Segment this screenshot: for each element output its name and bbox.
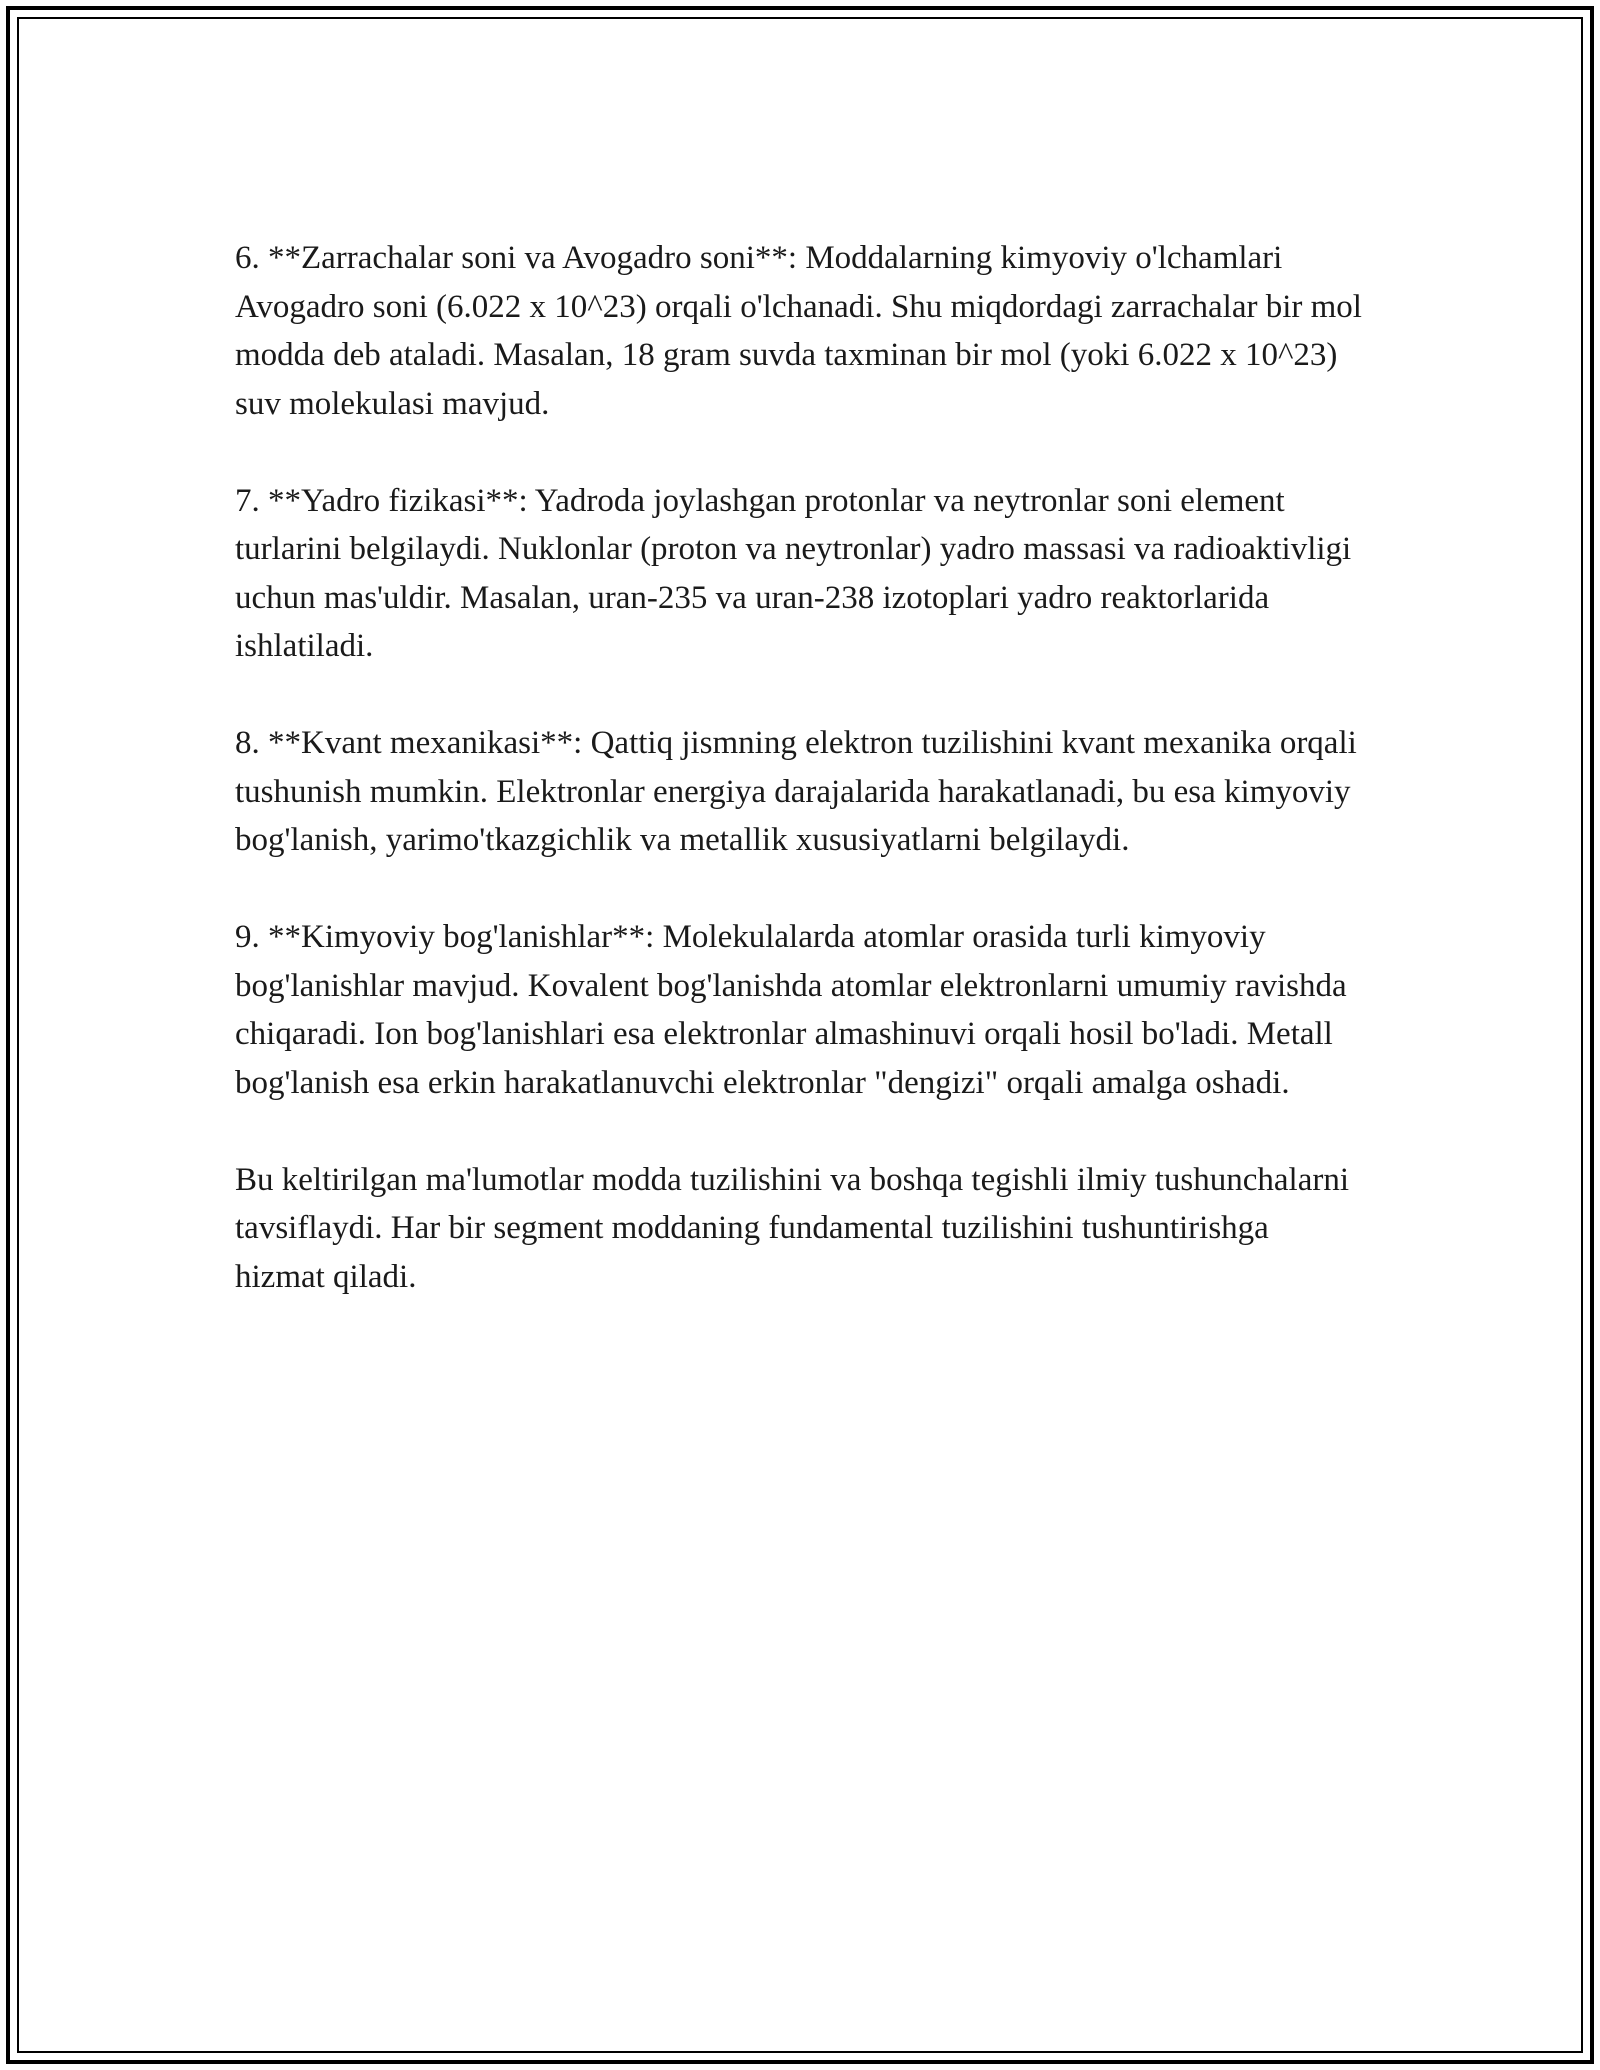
paragraph-conclusion: Bu keltirilgan ma'lumotlar modda tuzilishini va boshqa tegishli ilmiy tushunchalarni tavsiflaydi. Har bir segment moddaning fundamental tuzilishini tushuntirishga hizmat qiladi. (235, 1161, 1350, 1295)
paragraph-kimyoviy-boglanishlar: 9. **Kimyoviy bog'lanishlar**: Molekulalarda atomlar orasida turli kimyoviy bog'lanishlar mavjud. Kovalent bog'lanishda atomlar elektronlarni umumiy ravishda chiqaradi. Ion bog'lanishlari esa elektronlar almashinuvi orqali hosil bo'ladi. Metall bog'lanish esa erkin harakatlanuvchi elektronlar "dengizi" orqali amalga oshadi. (235, 919, 1347, 1101)
paragraph-zarrachalar-soni: 6. **Zarrachalar soni va Avogadro soni**: Moddalarning kimyoviy o'lchamlari Avogadro soni (6.022 x 10^23) orqali o'lchanadi. Shu miqdordagi zarrachalar bir mol modda deb ataladi. Masalan, 18 gram suvda taxminan bir mol (yoki 6.022 x 10^23) suv molekulasi mavjud. (235, 240, 1362, 422)
paragraph-kvant-mexanikasi: 8. **Kvant mexanikasi**: Qattiq jismning elektron tuzilishini kvant mexanika orqali tushunish mumkin. Elektronlar energiya darajalarida harakatlanadi, bu esa kimyoviy bog'lanish, yarimo'tkazgichlik va metallik xususiyatlarni belgilaydi. (235, 725, 1357, 858)
document-body (235, 234, 1365, 1350)
paragraph-yadro-fizikasi: 7. **Yadro fizikasi**: Yadroda joylashgan protonlar va neytronlar soni element turlarini belgilaydi. Nuklonlar (proton va neytronlar) yadro massasi va radioaktivligi uchun mas'uldir. Masalan, uran-235 va uran-238 izotoplari yadro reaktorlarida ishlatiladi. (235, 482, 1352, 664)
